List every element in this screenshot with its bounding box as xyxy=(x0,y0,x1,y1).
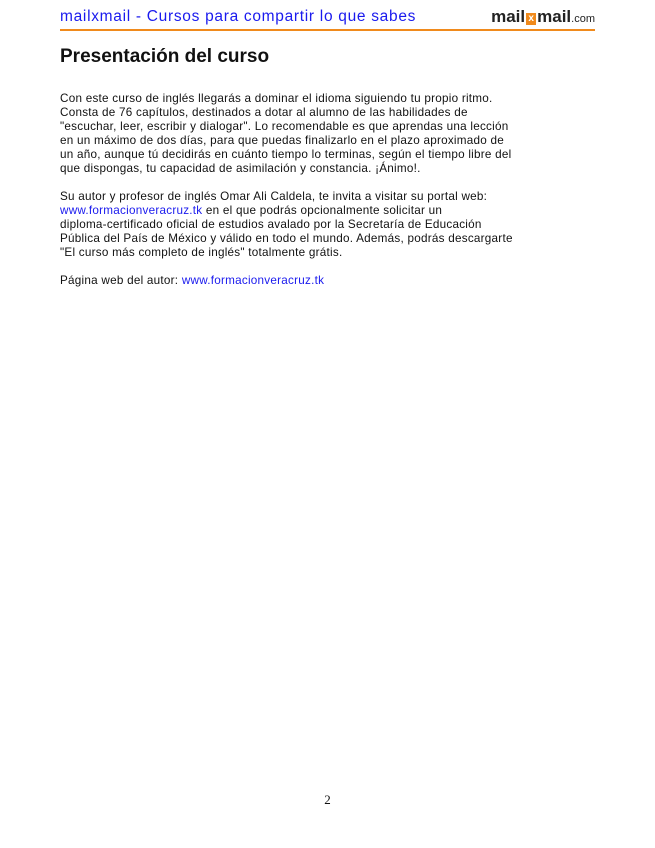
logo-text-part2: mail xyxy=(537,7,572,26)
paragraph-line: "escuchar, leer, escribir y dialogar". Lo recomendable es que aprendas una lección xyxy=(60,120,509,133)
document-title: Presentación del curso xyxy=(60,46,270,67)
paragraph-line: Pública del País de México y válido en todo el mundo. Además, podrás descargarte xyxy=(60,232,513,245)
paragraph-line: en un máximo de dos días, para que puedas finalizarlo en el plazo aproximado de xyxy=(60,134,505,147)
paragraph-line: que dispongas, tu capacidad de asimilación y constancia. ¡Ánimo!. xyxy=(60,162,421,175)
author-website-link[interactable]: www.formacionveracruz.tk xyxy=(60,204,203,217)
mailxmail-logo[interactable] xyxy=(491,7,595,29)
author-web-label: Página web del autor: xyxy=(60,274,182,287)
paragraph-line: diploma-certificado oficial de estudios avalado por la Secretaría de Educación xyxy=(60,218,482,231)
paragraph-line: Su autor y profesor de inglés Omar Ali Caldela, te invita a visitar su portal web: xyxy=(60,190,488,203)
logo-suffix: .com xyxy=(571,13,595,25)
paragraph-line-text: en el que podrás opcionalmente solicitar un xyxy=(202,204,443,217)
intro-paragraph xyxy=(60,92,600,176)
logo-x-mark: x xyxy=(526,13,536,25)
paragraph-line: Consta de 76 capítulos, destinados a dotar al alumno de las habilidades de xyxy=(60,106,468,119)
header-divider xyxy=(60,29,595,31)
paragraph-line: "El curso más completo de inglés" totalmente grátis. xyxy=(60,246,343,259)
paragraph-line xyxy=(60,274,600,288)
author-paragraph xyxy=(60,190,600,260)
author-web-link[interactable]: www.formacionveracruz.tk xyxy=(181,274,325,287)
page-number: 2 xyxy=(324,792,331,807)
logo-text-part1: mail xyxy=(491,7,526,26)
page-header xyxy=(60,6,595,30)
author-web-paragraph xyxy=(60,274,600,288)
header-title: mailxmail - Cursos para compartir lo que sabes xyxy=(60,8,417,25)
paragraph-line: un año, aunque tú decidirás en cuánto tiempo lo terminas, según el tiempo libre del xyxy=(60,148,512,161)
paragraph-line xyxy=(60,204,600,218)
paragraph-line: Con este curso de inglés llegarás a dominar el idioma siguiendo tu propio ritmo. xyxy=(60,92,493,105)
document-body xyxy=(60,92,600,302)
